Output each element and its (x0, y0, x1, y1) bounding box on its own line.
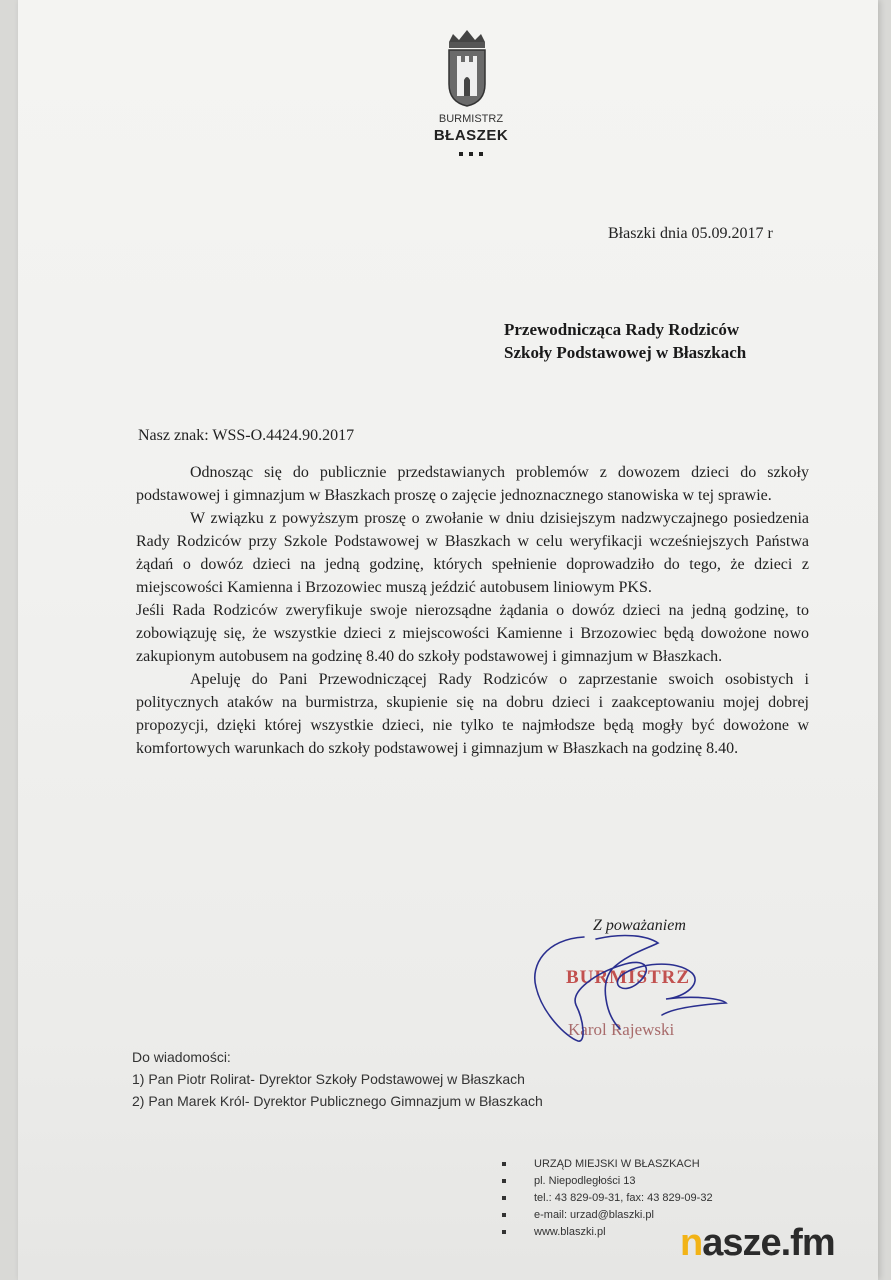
cc-label: Do wiadomości: (132, 1049, 231, 1065)
footer-website: www.blaszki.pl (534, 1225, 606, 1238)
cc-item: 2) Pan Marek Król- Dyrektor Publicznego Gimnazjum w Błaszkach (132, 1093, 543, 1109)
cc-block (132, 1046, 543, 1112)
stamp-title: BURMISTRZ (566, 967, 691, 988)
footer-email: e-mail: urzad@blaszki.pl (534, 1208, 654, 1221)
cc-item: 1) Pan Piotr Rolirat- Dyrektor Szkoły Podstawowej w Błaszkach (132, 1071, 525, 1087)
bullet-icon (502, 1230, 506, 1234)
office-label: BURMISTRZ (438, 113, 504, 125)
recipient-line-2: Szkoły Podstawowej w Błaszkach (504, 343, 747, 362)
paragraph: Odnosząc się do publicznie przedstawianych problemów z dowozem dzieci do szkoły podstawowej i gimnazjum w Błaszkach proszę o zajęcie jednoznacznego stanowiska w tej sprawie. (136, 464, 809, 504)
bullet-icon (502, 1179, 506, 1183)
letter-page (18, 0, 878, 1280)
footer-phone: tel.: 43 829-09-31, fax: 43 829-09-32 (534, 1191, 713, 1204)
recipient-block (504, 318, 746, 364)
bullet-icon (502, 1162, 506, 1166)
site-watermark (680, 1222, 835, 1265)
watermark-rest: asze.fm (702, 1222, 835, 1264)
paragraph: Jeśli Rada Rodziców zweryfikuje swoje nierozsądne żądania o dowóz dzieci na jedną godzinę, to zobowiązuję się, że wszystkie dzieci z miejscowości Kamienne i Brzozowiec będą dowożone nowo zakupionym autobusem na godzinę 8.40 do szkoły podstawowej i gimnazjum w Błaszkach. (136, 602, 809, 665)
watermark-n: n (680, 1222, 703, 1264)
office-town: BŁASZEK (433, 127, 509, 144)
closing-phrase: Z poważaniem (593, 917, 686, 934)
reference-number: Nasz znak: WSS-O.4424.90.2017 (138, 427, 355, 444)
signature-stamp (526, 925, 746, 1045)
footer-office: URZĄD MIEJSKI W BŁASZKACH (534, 1157, 700, 1170)
header-dots (459, 152, 483, 156)
recipient-line-1: Przewodnicząca Rady Rodziców (504, 320, 740, 339)
letter-date: Błaszki dnia 05.09.2017 r (608, 225, 773, 242)
footer-address: pl. Niepodległości 13 (534, 1174, 636, 1187)
letter-body (136, 461, 809, 760)
bullet-icon (502, 1213, 506, 1217)
stamp-name: Karol Rajewski (568, 1020, 675, 1039)
coat-of-arms-icon (445, 28, 489, 108)
bullet-icon (502, 1196, 506, 1200)
paragraph: W związku z powyższym proszę o zwołanie w dniu dzisiejszym nadzwyczajnego posiedzenia Rady Rodziców przy Szkole Podstawowej w Błaszkach w celu weryfikacji wcześniejszych Państwa żądań o dowóz dzieci na jedną godzinę, których spełnienie doprowadziło do tego, że dzieci z miejscowości Kamienna i Brzozowiec muszą jeździć autobusem liniowym PKS. (136, 510, 809, 596)
paragraph: Apeluję do Pani Przewodniczącej Rady Rodziców o zaprzestanie swoich osobistych i politycznych ataków na burmistrza, skupienie się na dobru dzieci i zaakceptowaniu mojej dobrej propozycji, dzięki której wszystkie dzieci, nie tylko te najmłodsze będą mogły być dowożone w komfortowych warunkach do szkoły podstawowej i gimnazjum w Błaszkach na godzinę 8.40. (136, 671, 809, 757)
